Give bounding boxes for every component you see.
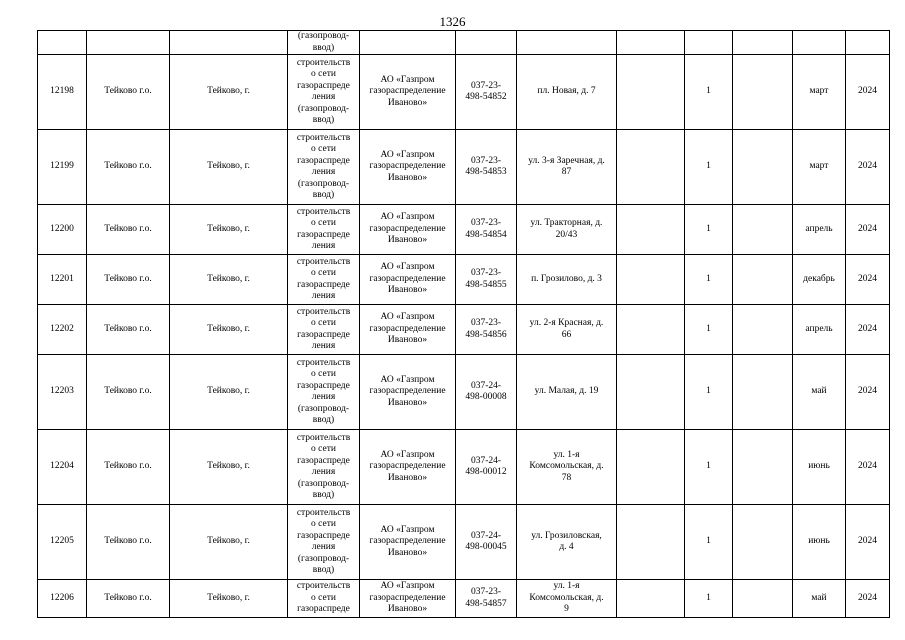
cell-year [846, 205, 890, 255]
cell-city-text: Тейково, г. [207, 386, 250, 397]
cell-org [360, 305, 456, 355]
cell-address-text: ул. 1-я Комсомольская, д. 78 [529, 449, 604, 483]
cell-code [456, 430, 517, 505]
cell-code-text: 037-23- 498-54852 [465, 80, 507, 102]
cell-month-text: июнь [808, 461, 830, 472]
cell-district-text: Тейково г.о. [104, 161, 152, 172]
cell-code-text: 037-24- 498-00012 [465, 455, 507, 477]
cell-city [170, 305, 288, 355]
cell-qty-text: 1 [706, 592, 711, 603]
cell-no-text: 12203 [50, 386, 74, 397]
cell-month-text: март [809, 86, 829, 97]
cell-empty [617, 355, 685, 430]
cell-code [456, 55, 517, 130]
cell-kind [288, 505, 360, 580]
cell-org [360, 205, 456, 255]
gas-network-table [37, 30, 890, 618]
cell-year-text: 2024 [858, 161, 877, 172]
cell-no [38, 580, 87, 618]
cell-address-text: ул. Малая, д. 19 [534, 386, 599, 397]
cell-kind [288, 355, 360, 430]
cell-no-text: 12198 [50, 86, 74, 97]
table-row [38, 505, 890, 580]
cell-kind-text: строительств о сети газораспреде ления (газопровод- ввод) [296, 57, 351, 125]
cell-kind [288, 430, 360, 505]
cell-address-text: ул. 1-я Комсомольская, д. 9 [529, 581, 604, 615]
cell-year [846, 355, 890, 430]
cell-month-text: апрель [805, 323, 833, 334]
table-row [38, 55, 890, 130]
cell-city-text: Тейково, г. [207, 86, 250, 97]
cell-district-text: Тейково г.о. [104, 592, 152, 603]
cell-empty [733, 305, 793, 355]
cell-year [846, 430, 890, 505]
cell-no [38, 355, 87, 430]
cell-year-text: 2024 [858, 323, 877, 334]
cell-city [170, 55, 288, 130]
cell-district-text: Тейково г.о. [104, 273, 152, 284]
cell-qty-text: 1 [706, 386, 711, 397]
cell-address [517, 505, 617, 580]
cell-org-text: АО «Газпром газораспределение Иваново» [369, 74, 446, 108]
cell-no [38, 505, 87, 580]
cell-district [87, 430, 170, 505]
cell-month-text: декабрь [803, 273, 835, 284]
cell-kind-text: строительств о сети газораспреде [296, 581, 351, 615]
cell-code [456, 205, 517, 255]
cell-code [456, 130, 517, 205]
cell-empty [733, 580, 793, 618]
cell-qty [685, 305, 733, 355]
table-row [38, 355, 890, 430]
cell-code-text: 037-23- 498-54853 [465, 155, 507, 177]
cell-no [38, 205, 87, 255]
cell-address [517, 55, 617, 130]
cell-empty [733, 205, 793, 255]
cell-year [846, 580, 890, 618]
cell-kind-text: строительств о сети газораспреде ления (газопровод- ввод) [296, 132, 351, 200]
cell-address [517, 430, 617, 505]
cell-city [170, 430, 288, 505]
cell-month [793, 55, 846, 130]
cell-org [360, 430, 456, 505]
cell-kind-text: строительств о сети газораспреде ления (газопровод- ввод) [296, 507, 351, 575]
cell-district [87, 355, 170, 430]
table-row [38, 430, 890, 505]
cell-qty-text: 1 [706, 323, 711, 334]
table-row-continuation [38, 31, 890, 55]
cell-kind [288, 305, 360, 355]
cell-org [360, 580, 456, 618]
cell-org-text: АО «Газпром газораспределение Иваново» [369, 524, 446, 558]
cell-address-text: ул. Тракторная, д. 20/43 [530, 218, 603, 240]
cell-year-text: 2024 [858, 536, 877, 547]
cell-empty [733, 505, 793, 580]
cell-city [170, 205, 288, 255]
cell-empty [617, 130, 685, 205]
cell-city-text: Тейково, г. [207, 592, 250, 603]
cell-year-text: 2024 [858, 86, 877, 97]
cell-city [170, 355, 288, 430]
cell-year [846, 55, 890, 130]
cell-empty [617, 305, 685, 355]
cell-no-text: 12206 [50, 592, 74, 603]
cell-district-text: Тейково г.о. [104, 323, 152, 334]
cell-month-text: май [811, 386, 827, 397]
cell-address [517, 130, 617, 205]
cell-qty-text: 1 [706, 461, 711, 472]
cell-district-text: Тейково г.о. [104, 386, 152, 397]
cell-year [846, 505, 890, 580]
cell-no [38, 130, 87, 205]
cell-no-text: 12201 [50, 273, 74, 284]
cell-org-text: АО «Газпром газораспределение Иваново» [369, 581, 446, 615]
cell-qty-text: 1 [706, 161, 711, 172]
cell-month [793, 430, 846, 505]
cell-code [456, 580, 517, 618]
cell-code-text: 037-23- 498-54856 [465, 318, 507, 340]
cell-qty-text: 1 [706, 86, 711, 97]
cell-empty [617, 55, 685, 130]
cell-month [793, 505, 846, 580]
cell-district-text: Тейково г.о. [104, 86, 152, 97]
cell-city-text: Тейково, г. [207, 223, 250, 234]
cell-no-text: 12205 [50, 536, 74, 547]
cell-month-text: март [809, 161, 829, 172]
cell-district [87, 55, 170, 130]
cell-org-text: АО «Газпром газораспределение Иваново» [369, 449, 446, 483]
cell-month [793, 305, 846, 355]
cell-qty [685, 255, 733, 305]
cell-qty [685, 205, 733, 255]
cell-month [793, 130, 846, 205]
cell-district-text: Тейково г.о. [104, 461, 152, 472]
cell-org-text: АО «Газпром газораспределение Иваново» [369, 312, 446, 346]
cell-month [793, 205, 846, 255]
cell-year [846, 255, 890, 305]
cell-kind-text: строительств о сети газораспреде ления (газопровод- ввод) [296, 357, 351, 425]
cell-month-text: апрель [805, 223, 833, 234]
cell-empty [617, 205, 685, 255]
cell-no-text: 12202 [50, 323, 74, 334]
cell-kind [288, 580, 360, 618]
cell-district [87, 255, 170, 305]
cell-district [87, 305, 170, 355]
cell-year-text: 2024 [858, 461, 877, 472]
cell-city-text: Тейково, г. [207, 323, 250, 334]
cell-year [846, 130, 890, 205]
cell-empty [617, 580, 685, 618]
cell-empty [733, 55, 793, 130]
cell-org [360, 355, 456, 430]
cell-city [170, 505, 288, 580]
cell-district [87, 580, 170, 618]
cell-no-text: 12204 [50, 461, 74, 472]
cell-district [87, 505, 170, 580]
cell-org [360, 55, 456, 130]
cell-no-text: 12199 [50, 161, 74, 172]
table-row [38, 305, 890, 355]
cell-code [456, 355, 517, 430]
cell-qty-text: 1 [706, 273, 711, 284]
cell-year-text: 2024 [858, 592, 877, 603]
cell-org-text: АО «Газпром газораспределение Иваново» [369, 212, 446, 246]
cell-city [170, 130, 288, 205]
cell-address [517, 255, 617, 305]
cell-org [360, 505, 456, 580]
cell-kind-text: строительств о сети газораспреде ления (газопровод- ввод) [296, 432, 351, 500]
cell-kind-text: строительств о сети газораспреде ления [296, 306, 351, 351]
cell-qty [685, 355, 733, 430]
cell-address [517, 580, 617, 618]
cell-code [456, 305, 517, 355]
cell-kind [288, 205, 360, 255]
cell-address [517, 205, 617, 255]
cell-address [517, 355, 617, 430]
cell-qty [685, 580, 733, 618]
cell-address-text: п. Грозилово, д. 3 [531, 273, 602, 284]
cell-qty [685, 505, 733, 580]
cell-code [456, 255, 517, 305]
cell-kind: (газопровод- ввод) [288, 31, 360, 55]
cell-kind [288, 255, 360, 305]
cell-code-text: 037-23- 498-54857 [465, 587, 507, 609]
cell-district [87, 205, 170, 255]
cell-no-text: 12200 [50, 223, 74, 234]
cell-month [793, 255, 846, 305]
cell-address-text: пл. Новая, д. 7 [537, 86, 596, 97]
cell-code-text: 037-24- 498-00008 [465, 380, 507, 402]
cell-address-text: ул. 2-я Красная, д. 66 [529, 318, 604, 340]
cell-kind-text: строительств о сети газораспреде ления [296, 206, 351, 251]
cell-year-text: 2024 [858, 273, 877, 284]
cell-code-text: 037-23- 498-54854 [465, 218, 507, 240]
cell-empty [733, 430, 793, 505]
cell-year [846, 305, 890, 355]
cell-city-text: Тейково, г. [207, 161, 250, 172]
cell-year-text: 2024 [858, 223, 877, 234]
table-row [38, 130, 890, 205]
cell-no [38, 55, 87, 130]
cell-city [170, 255, 288, 305]
cell-empty [617, 505, 685, 580]
cell-org-text: АО «Газпром газораспределение Иваново» [369, 374, 446, 408]
cell-district-text: Тейково г.о. [104, 536, 152, 547]
cell-no [38, 305, 87, 355]
cell-no [38, 255, 87, 305]
cell-org [360, 255, 456, 305]
cell-qty-text: 1 [706, 223, 711, 234]
cell-empty [733, 355, 793, 430]
cell-address-text: ул. 3-я Заречная, д. 87 [528, 155, 605, 177]
cell-qty [685, 55, 733, 130]
cell-city-text: Тейково, г. [207, 273, 250, 284]
cell-code [456, 505, 517, 580]
cell-empty [617, 255, 685, 305]
cell-city [170, 580, 288, 618]
cell-kind [288, 130, 360, 205]
cell-empty [733, 130, 793, 205]
cell-city-text: Тейково, г. [207, 461, 250, 472]
cell-month [793, 580, 846, 618]
cell-org-text: АО «Газпром газораспределение Иваново» [369, 149, 446, 183]
table-row [38, 205, 890, 255]
page-number: 1326 [439, 14, 466, 29]
cell-code-text: 037-23- 498-54855 [465, 268, 507, 290]
cell-qty-text: 1 [706, 536, 711, 547]
cell-month-text: май [811, 592, 827, 603]
cell-address-text: ул. Грозиловская, д. 4 [531, 530, 602, 552]
cell-qty [685, 430, 733, 505]
cell-empty [733, 255, 793, 305]
cell-district-text: Тейково г.о. [104, 223, 152, 234]
cell-address [517, 305, 617, 355]
table-row [38, 580, 890, 618]
cell-org [360, 130, 456, 205]
cell-code-text: 037-24- 498-00045 [465, 530, 507, 552]
cell-district [87, 130, 170, 205]
cell-month-text: июнь [808, 536, 830, 547]
cell-no [38, 430, 87, 505]
cell-city-text: Тейково, г. [207, 536, 250, 547]
cell-kind-text: строительств о сети газораспреде ления [296, 256, 351, 301]
cell-kind [288, 55, 360, 130]
cell-qty [685, 130, 733, 205]
cell-month [793, 355, 846, 430]
cell-org-text: АО «Газпром газораспределение Иваново» [369, 262, 446, 296]
cell-empty [617, 430, 685, 505]
cell-year-text: 2024 [858, 386, 877, 397]
table-row [38, 255, 890, 305]
